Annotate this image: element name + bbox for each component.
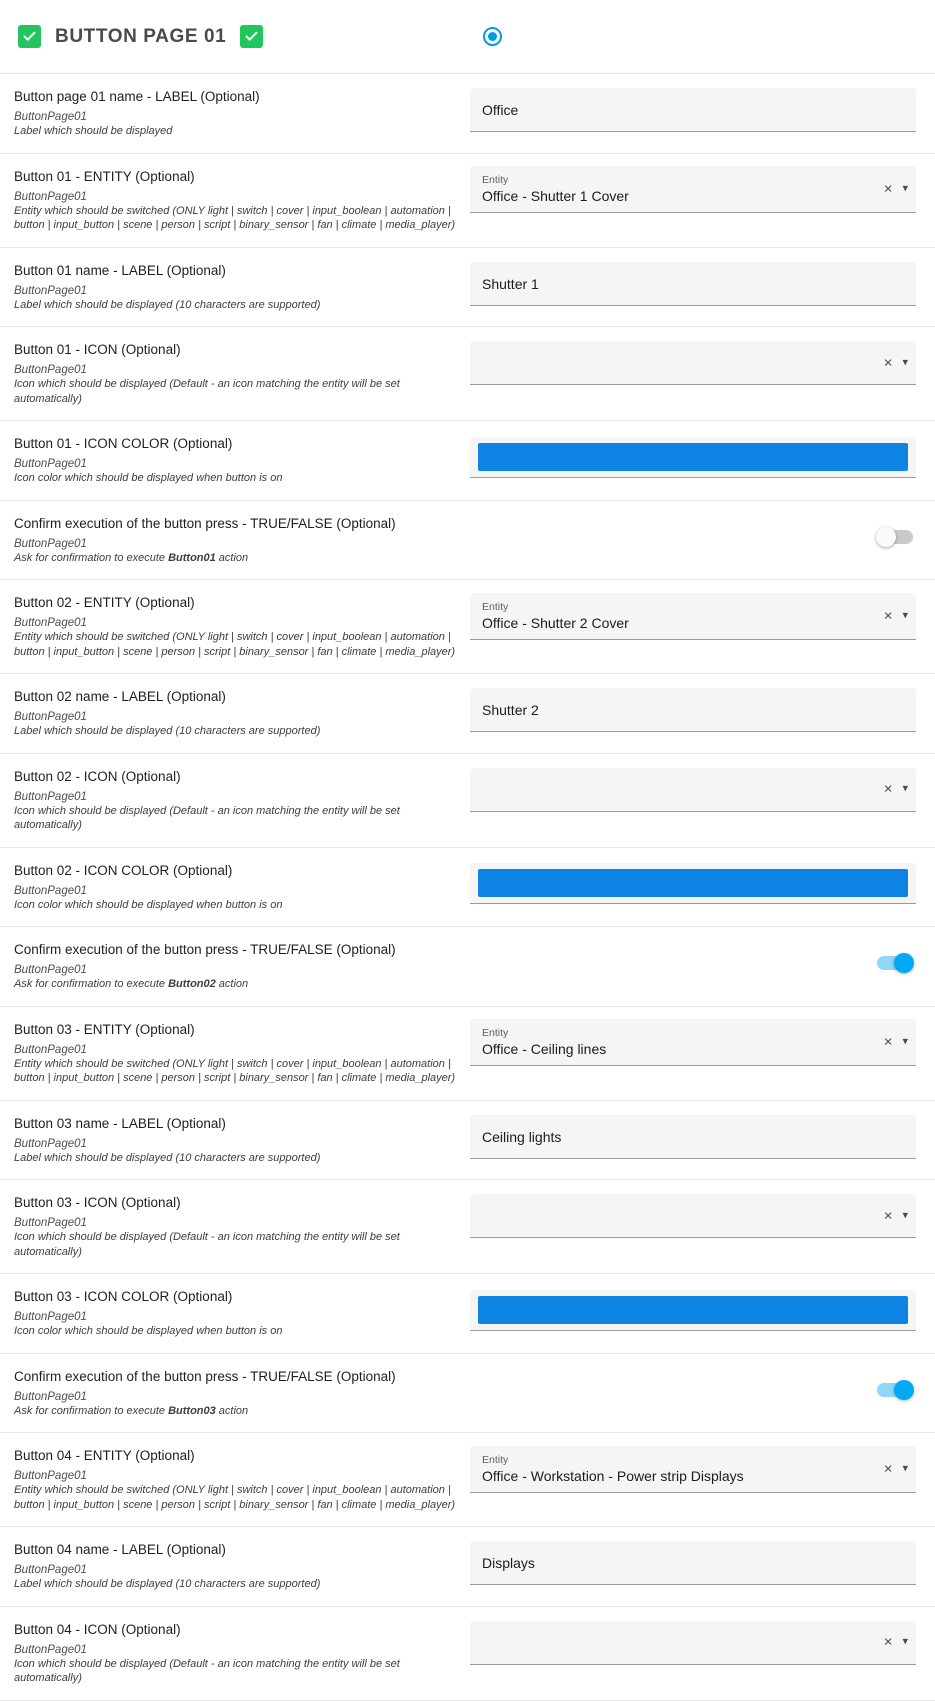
setting-row (0, 1274, 935, 1354)
setting-key-name: ButtonPage01 (14, 790, 87, 803)
setting-row (0, 580, 935, 674)
entity-picker-field[interactable] (470, 1446, 916, 1493)
setting-label: Button 02 - ICON (Optional) (14, 768, 181, 784)
setting-row-control (470, 858, 935, 910)
setting-row (0, 1527, 935, 1607)
setting-row-labels (0, 1284, 470, 1343)
setting-description: automatically) (14, 819, 82, 831)
setting-row (0, 1607, 935, 1701)
field-icons (884, 1208, 908, 1223)
setting-description (14, 1405, 456, 1419)
clear-icon[interactable]: × (883, 1207, 893, 1224)
checkbox-right-checked-icon[interactable] (240, 25, 263, 48)
setting-label: Button 02 name - LABEL (Optional) (14, 689, 226, 704)
field-floating-label: Entity (482, 1027, 509, 1039)
setting-description: automatically) (14, 1672, 82, 1684)
setting-key-name: ButtonPage01 (14, 284, 87, 297)
setting-row (0, 848, 935, 928)
toggle-knob (894, 953, 914, 973)
setting-description: Icon color which should be displayed when button is on (14, 898, 283, 911)
clear-icon[interactable]: × (883, 607, 893, 624)
field-icons (884, 355, 908, 370)
setting-label: Button 04 - ICON (Optional) (14, 1621, 181, 1637)
setting-description: Icon which should be displayed (Default - an icon matching the entity will be set (14, 1231, 400, 1243)
setting-label: Button 01 - ICON COLOR (Optional) (14, 436, 233, 451)
text-input-field[interactable] (470, 1541, 916, 1585)
icon-picker-field[interactable] (470, 1621, 916, 1665)
setting-description (14, 978, 456, 992)
field-floating-label: Entity (482, 600, 509, 613)
confirm-execution-toggle[interactable] (877, 1383, 913, 1397)
setting-description: Entity which should be switched (ONLY light | switch | cover | input_boolean | automation | (14, 204, 451, 217)
field-value[interactable]: Shutter 1 (482, 275, 539, 292)
clear-icon[interactable]: × (883, 354, 893, 371)
setting-label: Button 02 - ICON COLOR (Optional) (14, 862, 233, 878)
icon-color-picker[interactable] (470, 437, 916, 478)
setting-description: Label which should be displayed (10 characters are supported) (14, 1151, 321, 1164)
icon-color-picker[interactable] (470, 863, 916, 904)
setting-description: Label which should be displayed (10 characters are supported) (14, 1578, 321, 1590)
text-input-field[interactable] (470, 88, 916, 132)
field-value[interactable] (482, 1634, 854, 1653)
setting-row (0, 754, 935, 848)
field-value[interactable]: Office - Shutter 1 Cover (482, 188, 629, 204)
setting-key-name: ButtonPage01 (14, 884, 87, 897)
setting-description: button | input_button | scene | person | script | binary_sensor | fan | climate | media_player) (14, 1072, 456, 1084)
toggle-cell (470, 1364, 935, 1416)
setting-row-labels (0, 764, 470, 837)
setting-key-name: ButtonPage01 (14, 1043, 87, 1056)
setting-row (0, 501, 935, 581)
setting-row-labels (0, 684, 470, 743)
setting-description: Icon which should be displayed (Default - an icon matching the entity will be set (14, 378, 400, 390)
setting-key-name: ButtonPage01 (14, 964, 87, 976)
field-value[interactable] (482, 354, 854, 373)
setting-label: Confirm execution of the button press - TRUE/FALSE (Optional) (14, 942, 396, 957)
setting-row-labels (0, 590, 470, 663)
description-text-pre: Ask for confirmation to execute (14, 551, 169, 564)
setting-row-labels (0, 1537, 470, 1596)
setting-row-control (470, 1284, 935, 1336)
color-swatch[interactable] (478, 869, 908, 897)
setting-row-labels (0, 1111, 470, 1170)
toggle-cell (470, 937, 935, 989)
setting-row-control (470, 1537, 935, 1589)
setting-row-control (470, 1617, 935, 1669)
clear-icon[interactable]: × (883, 1460, 893, 1477)
setting-label: Confirm execution of the button press - TRUE/FALSE (Optional) (14, 515, 396, 531)
color-swatch[interactable] (478, 1296, 908, 1324)
setting-row-control (470, 764, 935, 816)
setting-row-labels (0, 337, 470, 410)
setting-row (0, 421, 935, 501)
setting-row-labels (0, 164, 470, 237)
setting-row (0, 674, 935, 754)
setting-description: Entity which should be switched (ONLY light | switch | cover | input_boolean | automation | (14, 1484, 451, 1496)
setting-description: Icon color which should be displayed when button is on (14, 472, 283, 484)
description-text-pre: Ask for confirmation to execute (14, 1404, 169, 1417)
toggle-cell (470, 511, 935, 563)
icon-picker-field[interactable] (470, 341, 916, 385)
field-value[interactable]: Shutter 2 (482, 702, 539, 718)
setting-row (0, 248, 935, 328)
setting-key-name: ButtonPage01 (14, 617, 87, 629)
setting-description: Label which should be displayed (10 characters are supported) (14, 298, 321, 311)
field-value[interactable]: Displays (482, 1555, 535, 1571)
field-floating-label: Entity (482, 1453, 509, 1466)
field-icons (884, 1635, 908, 1650)
radio-inner-dot (488, 32, 497, 41)
settings-rows (0, 74, 935, 1701)
clear-icon[interactable]: × (883, 1633, 893, 1651)
setting-key-name: ButtonPage01 (14, 537, 87, 550)
setting-row-labels (0, 1364, 470, 1423)
page-header (0, 0, 935, 74)
clear-icon[interactable]: × (883, 180, 893, 198)
chevron-down-icon[interactable]: ▾ (902, 182, 908, 195)
chevron-down-icon[interactable]: ▾ (902, 1035, 908, 1048)
setting-description: Icon which should be displayed (Default - an icon matching the entity will be set (14, 1657, 400, 1670)
field-icons (884, 782, 908, 797)
color-swatch[interactable] (478, 443, 908, 471)
description-text-post: action (215, 551, 249, 564)
entity-picker-field[interactable] (470, 593, 916, 640)
description-button-ref: Button03 (168, 1404, 216, 1417)
confirm-execution-toggle[interactable] (877, 956, 913, 970)
setting-row (0, 1433, 935, 1527)
setting-key-name: ButtonPage01 (14, 1311, 87, 1323)
description-text-pre: Ask for confirmation to execute (14, 978, 169, 990)
description-text-post: action (215, 978, 249, 990)
chevron-down-icon[interactable]: ▾ (902, 1462, 908, 1474)
clear-icon[interactable]: × (883, 780, 893, 798)
setting-row (0, 1007, 935, 1101)
radio-button-selected[interactable] (483, 27, 503, 47)
setting-description: automatically) (14, 392, 82, 405)
field-icons (884, 608, 908, 623)
setting-label: Confirm execution of the button press - TRUE/FALSE (Optional) (14, 1368, 396, 1384)
setting-key-name: ButtonPage01 (14, 111, 87, 123)
entity-picker-field[interactable] (470, 1019, 916, 1066)
setting-row-control (470, 1190, 935, 1242)
setting-description: button | input_button | scene | person | script | binary_sensor | fan | climate | media_player) (14, 1498, 456, 1511)
setting-row-control (470, 337, 935, 389)
setting-label: Button 03 - ICON COLOR (Optional) (14, 1289, 233, 1304)
setting-key-name: ButtonPage01 (14, 711, 87, 723)
setting-description: Entity which should be switched (ONLY light | switch | cover | input_boolean | automation | (14, 1057, 451, 1070)
setting-row-control (470, 590, 935, 642)
description-text-post: action (215, 1404, 249, 1417)
setting-row (0, 154, 935, 248)
setting-label: Button 02 - ENTITY (Optional) (14, 595, 195, 610)
text-input-field[interactable] (470, 262, 916, 306)
setting-row (0, 1101, 935, 1181)
page-title: BUTTON PAGE 01 (55, 25, 227, 47)
setting-row-control (470, 1111, 935, 1163)
setting-key-name: ButtonPage01 (14, 1217, 87, 1229)
setting-key-name: ButtonPage01 (14, 190, 87, 203)
setting-row-labels (0, 1617, 470, 1690)
setting-row-labels (0, 858, 470, 917)
clear-icon[interactable]: × (883, 1033, 893, 1051)
setting-row-control (470, 431, 935, 483)
setting-row (0, 1180, 935, 1274)
chevron-down-icon[interactable]: ▾ (902, 1209, 908, 1221)
setting-description: Entity which should be switched (ONLY light | switch | cover | input_boolean | automation | (14, 631, 451, 643)
setting-row-control (470, 258, 935, 310)
description-button-ref: Button02 (168, 978, 216, 990)
icon-color-picker[interactable] (470, 1290, 916, 1331)
field-value[interactable]: Office (482, 102, 519, 118)
field-floating-label: Entity (482, 174, 509, 186)
setting-row (0, 927, 935, 1007)
setting-description: Label which should be displayed (14, 125, 173, 137)
setting-row-labels (0, 511, 470, 570)
setting-key-name: ButtonPage01 (14, 1470, 87, 1482)
setting-row-control (470, 164, 935, 216)
setting-key-name: ButtonPage01 (14, 364, 87, 376)
radio-outer-ring (483, 27, 502, 46)
setting-label: Button 01 - ENTITY (Optional) (14, 168, 195, 184)
setting-label: Button 04 name - LABEL (Optional) (14, 1542, 226, 1557)
chevron-down-icon[interactable]: ▾ (902, 782, 908, 795)
setting-description: button | input_button | scene | person | script | binary_sensor | fan | climate | media_player) (14, 219, 456, 231)
description-button-ref: Button01 (168, 551, 216, 564)
setting-row-control (470, 1443, 935, 1495)
entity-picker-field[interactable] (470, 166, 916, 213)
setting-row-labels (0, 1443, 470, 1516)
field-icons (884, 1461, 908, 1476)
setting-label: Button 01 name - LABEL (Optional) (14, 262, 226, 278)
field-icons (884, 1035, 908, 1050)
setting-description: Icon color which should be displayed when button is on (14, 1325, 283, 1337)
setting-key-name: ButtonPage01 (14, 1137, 87, 1150)
setting-row-labels (0, 84, 470, 143)
setting-row-labels (0, 1190, 470, 1263)
setting-description: automatically) (14, 1245, 82, 1258)
setting-row-control (470, 684, 935, 736)
icon-picker-field[interactable] (470, 1194, 916, 1238)
setting-key-name: ButtonPage01 (14, 1564, 87, 1576)
setting-row-labels (0, 258, 470, 317)
field-value[interactable]: Ceiling lights (482, 1128, 562, 1145)
icon-picker-field[interactable] (470, 768, 916, 812)
setting-row-control (470, 1017, 935, 1069)
setting-row (0, 1354, 935, 1434)
confirm-execution-toggle[interactable] (877, 530, 913, 544)
setting-description (14, 552, 456, 566)
field-value[interactable]: Office - Ceiling lines (482, 1041, 607, 1057)
setting-label: Button 03 - ENTITY (Optional) (14, 1021, 195, 1037)
setting-key-name: ButtonPage01 (14, 1643, 87, 1656)
toggle-knob (876, 527, 896, 547)
setting-description: Icon which should be displayed (Default - an icon matching the entity will be set (14, 804, 400, 817)
text-input-field[interactable] (470, 1115, 916, 1159)
setting-row (0, 327, 935, 421)
chevron-down-icon[interactable]: ▾ (902, 609, 908, 621)
field-value[interactable] (482, 781, 854, 800)
setting-row-labels (0, 1017, 470, 1090)
setting-label: Button 03 - ICON (Optional) (14, 1195, 181, 1210)
chevron-down-icon[interactable]: ▾ (902, 1635, 908, 1648)
setting-key-name: ButtonPage01 (14, 458, 87, 470)
setting-label: Button page 01 name - LABEL (Optional) (14, 89, 260, 104)
setting-label: Button 01 - ICON (Optional) (14, 342, 181, 357)
setting-description: Label which should be displayed (10 characters are supported) (14, 725, 321, 737)
field-value[interactable]: Office - Shutter 2 Cover (482, 614, 629, 631)
setting-row-labels (0, 431, 470, 490)
setting-row (0, 74, 935, 154)
field-value[interactable] (482, 1207, 854, 1226)
field-value[interactable]: Office - Workstation - Power strip Displays (482, 1467, 744, 1484)
setting-description: button | input_button | scene | person | script | binary_sensor | fan | climate | media_player) (14, 645, 456, 658)
setting-key-name: ButtonPage01 (14, 1390, 87, 1403)
text-input-field[interactable] (470, 688, 916, 732)
toggle-knob (894, 1380, 914, 1400)
setting-row-labels (0, 937, 470, 996)
setting-label: Button 04 - ENTITY (Optional) (14, 1448, 195, 1463)
checkbox-left-checked-icon[interactable] (18, 25, 41, 48)
chevron-down-icon[interactable]: ▾ (902, 356, 908, 368)
field-icons (884, 182, 908, 197)
setting-row-control (470, 84, 935, 136)
setting-label: Button 03 name - LABEL (Optional) (14, 1115, 226, 1131)
